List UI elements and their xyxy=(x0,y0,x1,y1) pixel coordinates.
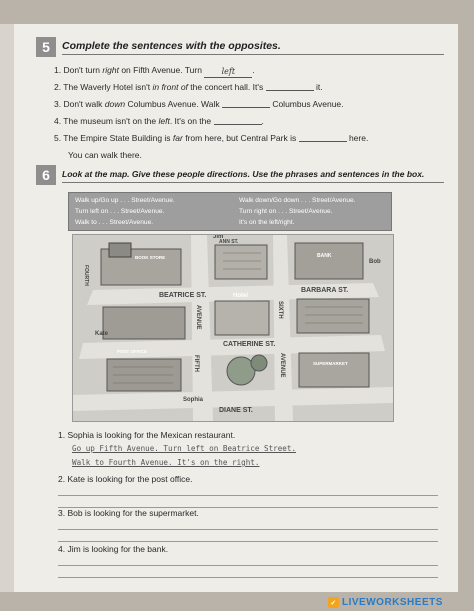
phrase: Walk up/Go up . . . Street/Avenue. xyxy=(75,197,175,204)
liveworksheets-logo[interactable]: ✓ LIVEWORKSHEETS xyxy=(328,596,443,609)
street-label: DIANE ST. xyxy=(219,407,253,414)
phrase: Turn right on . . . Street/Avenue. xyxy=(239,208,333,215)
person-label-kate: Kate xyxy=(95,331,109,337)
person-label-jim: Jim xyxy=(213,234,224,240)
street-label: FOURTH xyxy=(83,265,89,286)
map-illustration xyxy=(73,235,393,421)
street-label: SIXTH xyxy=(277,301,283,319)
section-title: Look at the map. Give these people directions. Use the phrases and sentences in the box. xyxy=(62,168,444,183)
street-label: BEATRICE ST. xyxy=(159,292,207,299)
sign-bank: BANK xyxy=(317,253,332,259)
question-2 xyxy=(58,474,438,508)
answer-blank[interactable] xyxy=(214,113,262,125)
answer-line[interactable] xyxy=(58,577,438,578)
answer-line[interactable] xyxy=(58,495,438,496)
sentence-3: 3. Don't walk down Columbus Avenue. Walk Columbus Avenue. xyxy=(54,96,434,113)
question-text: 4. Jim is looking for the bank. xyxy=(58,544,169,554)
answer-blank[interactable]: left xyxy=(204,66,252,78)
sentence-2: 2. The Waverly Hotel isn't in front of the concert hall. It's it. xyxy=(54,79,434,96)
answer-blank[interactable] xyxy=(299,130,347,142)
section-6-header xyxy=(36,164,444,186)
question-text: 1. Sophia is looking for the Mexican restaurant. xyxy=(58,430,236,440)
street-label: CATHERINE ST. xyxy=(223,341,276,348)
question-4 xyxy=(58,544,438,578)
answer-line[interactable]: Walk to Fourth Avenue. It's on the right. xyxy=(72,458,260,467)
answer-blank[interactable] xyxy=(222,96,270,108)
answer-line[interactable]: Go up Fifth Avenue. Turn left on Beatrice Street. xyxy=(72,444,297,453)
page-binding-edge xyxy=(0,24,14,592)
street-label: FIFTH xyxy=(193,355,199,372)
street-label: ANN ST. xyxy=(219,239,239,245)
question-text: 3. Bob is looking for the supermarket. xyxy=(58,508,199,518)
sign-hotel: Hotel xyxy=(233,293,248,299)
section-5-sentences xyxy=(54,62,434,164)
city-map xyxy=(72,234,394,422)
phrase: It's on the left/right. xyxy=(239,219,295,226)
section-number: 5 xyxy=(36,37,56,57)
phrase: Walk to . . . Street/Avenue. xyxy=(75,219,154,226)
person-label-bob: Bob xyxy=(369,259,381,265)
sign-bookstore: BOOK STORE xyxy=(135,255,166,260)
logo-icon: ✓ xyxy=(328,597,339,608)
question-1 xyxy=(58,430,438,470)
phrase: Turn left on . . . Street/Avenue. xyxy=(75,208,165,215)
street-label: AVENUE xyxy=(195,305,201,330)
phrase-box xyxy=(68,192,392,231)
answer-line[interactable] xyxy=(58,565,438,566)
question-text: 2. Kate is looking for the post office. xyxy=(58,474,193,484)
person-label-sophia: Sophia xyxy=(183,397,204,403)
answer-line[interactable] xyxy=(58,529,438,530)
sentence-5: 5. The Empire State Building is far from here, but Central Park is here. xyxy=(54,130,434,147)
phrase: Walk down/Go down . . . Street/Avenue. xyxy=(239,197,356,204)
answer-blank[interactable] xyxy=(266,79,314,91)
sign-supermarket: SUPERMARKET xyxy=(313,361,348,366)
sentence-5-tail: You can walk there. xyxy=(68,150,142,160)
section-title: Complete the sentences with the opposites. xyxy=(62,40,444,55)
question-3 xyxy=(58,508,438,542)
street-label: AVENUE xyxy=(279,353,285,378)
section-5-header xyxy=(36,36,444,58)
section-number: 6 xyxy=(36,165,56,185)
sign-post-office: POST OFFICE xyxy=(117,349,148,354)
answer-line[interactable] xyxy=(58,541,438,542)
sentence-4: 4. The museum isn't on the left. It's on the . xyxy=(54,113,434,130)
sentence-1: 1. Don't turn right on Fifth Avenue. Turn left . xyxy=(54,65,255,76)
street-label: BARBARA ST. xyxy=(301,287,349,294)
